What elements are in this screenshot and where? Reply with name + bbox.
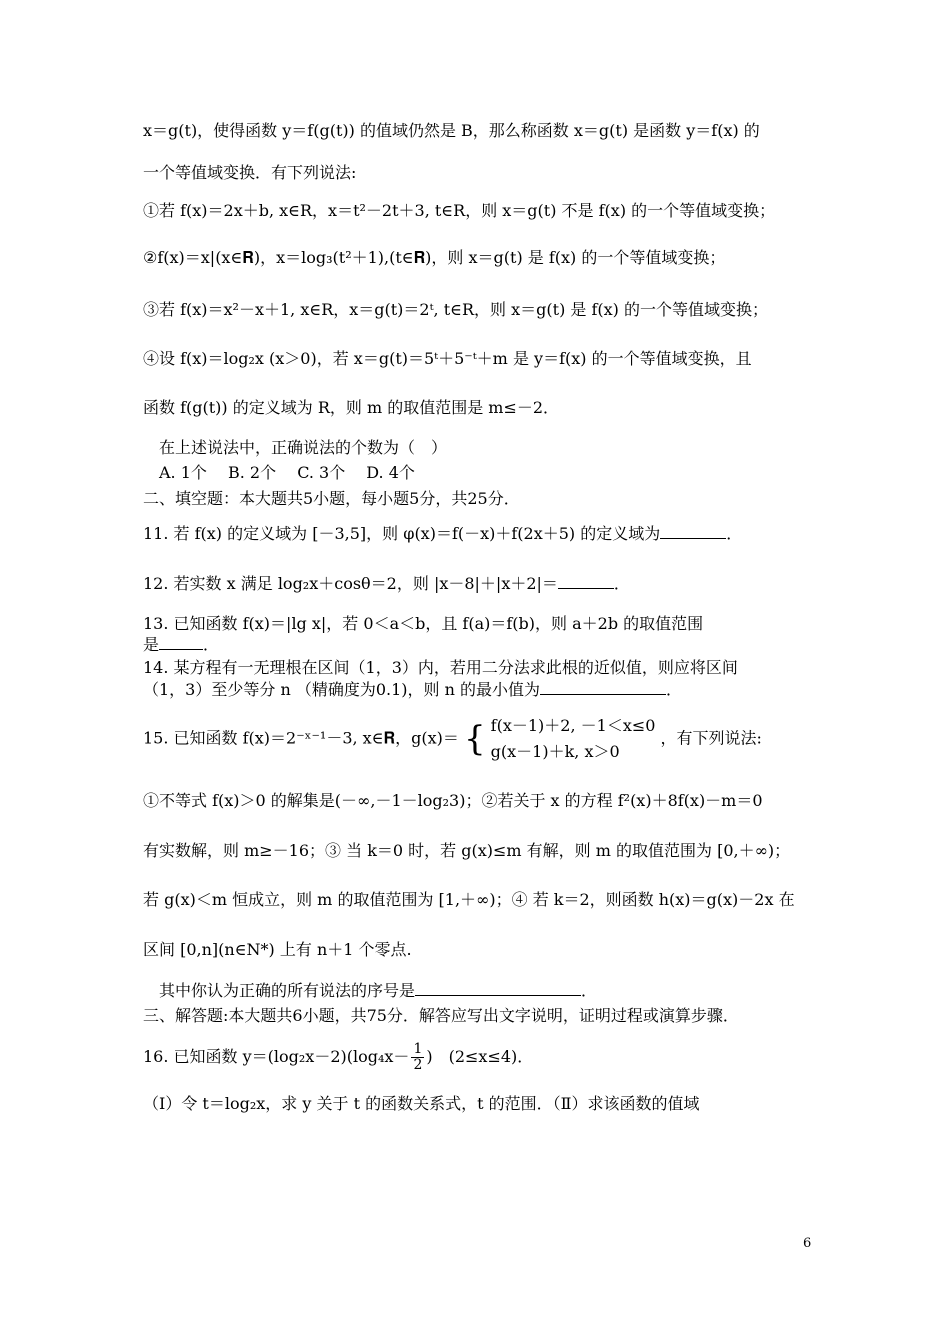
section-heading: 三、解答题:本大题共6小题，共75分．解答应写出文字说明，证明过程或演算步骤． [143, 1006, 739, 1025]
text-line: 函数 f(g(t)) 的定义域为 R，则 m 的取值范围是 m≤－2． [143, 398, 560, 417]
question-text: 12. 若实数 x 满足 log₂x＋cosθ＝2，则 |x－8|＋|x＋2|＝ [143, 574, 558, 593]
statement-3: ③若 f(x)＝x²－x＋1, x∈R，x＝g(t)＝2ᵗ, t∈R，则 x＝g(t) 是 f(x) 的一个等值域变换； [143, 300, 768, 319]
question-text: 15. 已知函数 f(x)＝2⁻ˣ⁻¹－3, x∈𝐑，g(x)＝ [143, 728, 459, 748]
fraction [411, 1042, 424, 1073]
question-text: 是 [143, 635, 160, 654]
answer-blank [159, 635, 203, 650]
answer-blank [558, 574, 614, 589]
fraction-numerator: 1 [413, 1041, 423, 1057]
question-13: 13. 已知函数 f(x)＝|lg x|，若 0＜a＜b，且 f(a)＝f(b)，则 a＋2b 的取值范围 [143, 614, 704, 633]
punct: ． [613, 574, 630, 593]
statement-2: ②f(x)＝x|(x∈𝐑)，x＝log₃(t²＋1),(t∈𝐑)，则 x＝g(t) 是 f(x) 的一个等值域变换； [143, 248, 726, 267]
answer-options: A. 1个 B. 2个 C. 3个 D. 4个 [143, 463, 415, 482]
question-text-end: ，有下列说法: [660, 728, 762, 748]
case-1: f(x－1)＋2, －1＜x≤0 [490, 716, 656, 735]
text-line: 区间 [0,n](n∈N*) 上有 n＋1 个零点. [143, 940, 412, 959]
answer-blank [540, 680, 666, 695]
text-line: 有实数解，则 m≥－16；③ 当 k＝0 时，若 g(x)≤m 有解，则 m 的取值范围为 [0,＋∞)； [143, 841, 791, 860]
question-prompt: 在上述说法中，正确说法的个数为（ ） [143, 438, 448, 457]
section-heading: 二、填空题：本大题共5小题，每小题5分，共25分． [143, 489, 520, 508]
question-text-end: ) (2≤x≤4)． [426, 1047, 534, 1066]
question-14-cont [143, 680, 682, 700]
question-text: 11. 若 f(x) 的定义域为 [－3,5]，则 φ(x)＝f(－x)＋f(2x＋5) 的定义域为 [143, 524, 661, 543]
question-text: 16. 已知函数 y＝(log₂x－2)(log₄x－ [143, 1047, 410, 1066]
answer-blank [415, 981, 581, 996]
punct: ． [666, 680, 683, 699]
case-2: g(x－1)＋k, x＞0 [490, 742, 620, 761]
punct: ． [203, 635, 220, 654]
text-line: ①不等式 f(x)＞0 的解集是(－∞,－1－log₂3)；②若关于 x 的方程 f²(x)＋8f(x)－m＝0 [143, 791, 763, 810]
brace-symbol: { [463, 719, 486, 759]
piecewise-definition [464, 713, 656, 765]
fraction-denominator: 2 [413, 1057, 423, 1073]
statement-4: ④设 f(x)＝log₂x (x＞0)，若 x＝g(t)＝5ᵗ＋5⁻ᵗ＋m 是 y＝f(x) 的一个等值域变换，且 [143, 349, 752, 368]
punct: ． [581, 981, 598, 1000]
question-11 [143, 524, 742, 544]
question-text: （1，3）至少等分 n （精确度为0.1)，则 n 的最小值为 [143, 680, 541, 699]
question-15 [143, 713, 762, 765]
question-15-prompt [143, 981, 597, 1001]
page-number: 6 [803, 1236, 812, 1251]
question-text: 其中你认为正确的所有说法的序号是 [143, 981, 416, 1000]
question-13-cont [143, 635, 219, 655]
statement-1: ①若 f(x)＝2x＋b, x∈R，x＝t²－2t＋3, t∈R，则 x＝g(t) 不是 f(x) 的一个等值域变换； [143, 201, 776, 220]
answer-blank [660, 524, 726, 539]
text-line: 一个等值域变换．有下列说法: [143, 163, 357, 182]
question-16 [143, 1042, 533, 1073]
question-14: 14. 某方程有一无理根在区间（1，3）内，若用二分法求此根的近似值，则应将区间 [143, 658, 738, 677]
text-line: 若 g(x)＜m 恒成立，则 m 的取值范围为 [1,＋∞)；④ 若 k＝2，则函数 h(x)＝g(x)－2x 在 [143, 890, 795, 909]
text-line: x＝g(t)，使得函数 y＝f(g(t)) 的值域仍然是 B，那么称函数 x＝g(t) 是函数 y＝f(x) 的 [143, 121, 760, 140]
question-16-parts: （Ⅰ）令 t＝log₂x，求 y 关于 t 的函数关系式，t 的范围．（Ⅱ）求该函数的值域 [143, 1094, 700, 1113]
punct: ． [726, 524, 743, 543]
question-12 [143, 574, 630, 594]
